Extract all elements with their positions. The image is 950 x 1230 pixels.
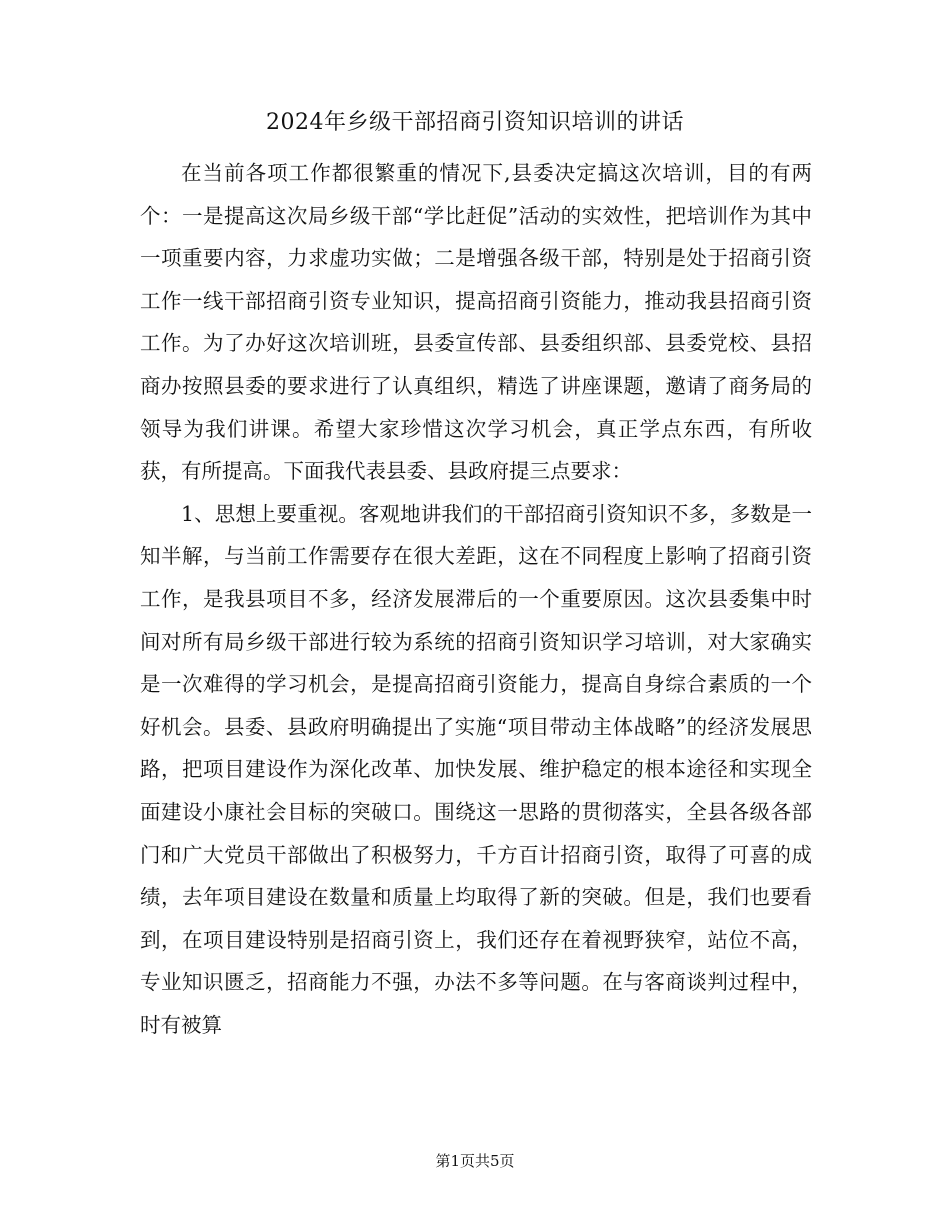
paragraph-intro: 在当前各项工作都很繁重的情况下,县委决定搞这次培训，目的有两个：一是提高这次局乡级干部“学比赶促”活动的实效性，把培训作为其中一项重要内容，力求虚功实做；二是增强各级干部，特别是处于招商引资工作一线干部招商引资专业知识，提高招商引资能力，推动我县招商引资工作。为了办好这次培训班，县委宣传部、县委组织部、县委党校、县招商办按照县委的要求进行了认真组织，精选了讲座课题，邀请了商务局的领导为我们讲课。希望大家珍惜这次学习机会，真正学点东西，有所收获，有所提高。下面我代表县委、县政府提三点要求：: [140, 161, 812, 484]
document-title: 2024年乡级干部招商引资知识培训的讲话: [266, 110, 684, 135]
page-number: 第1页共5页: [435, 1152, 515, 1170]
document-body: [140, 152, 812, 1046]
paragraph-point-1: 1、思想上要重视。客观地讲我们的干部招商引资知识不多，多数是一知半解，与当前工作需要存在很大差距，这在不同程度上影响了招商引资工作，是我县项目不多，经济发展滞后的一个重要原因。这次县委集中时间对所有局乡级干部进行较为系统的招商引资知识学习培训，对大家确实是一次难得的学习机会，是提高招商引资能力，提高自身综合素质的一个好机会。县委、县政府明确提出了实施“项目带动主体战略”的经济发展思路，把项目建设作为深化改革、加快发展、维护稳定的根本途径和实现全面建设小康社会目标的突破口。围绕这一思路的贯彻落实，全县各级各部门和广大党员干部做出了积极努力，千方百计招商引资，取得了可喜的成绩，去年项目建设在数量和质量上均取得了新的突破。但是，我们也要看到，在项目建设特别是招商引资上，我们还存在着视野狭窄，站位不高，专业知识匮乏，招商能力不强，办法不多等问题。在与客商谈判过程中，时有被算: [140, 501, 812, 1037]
